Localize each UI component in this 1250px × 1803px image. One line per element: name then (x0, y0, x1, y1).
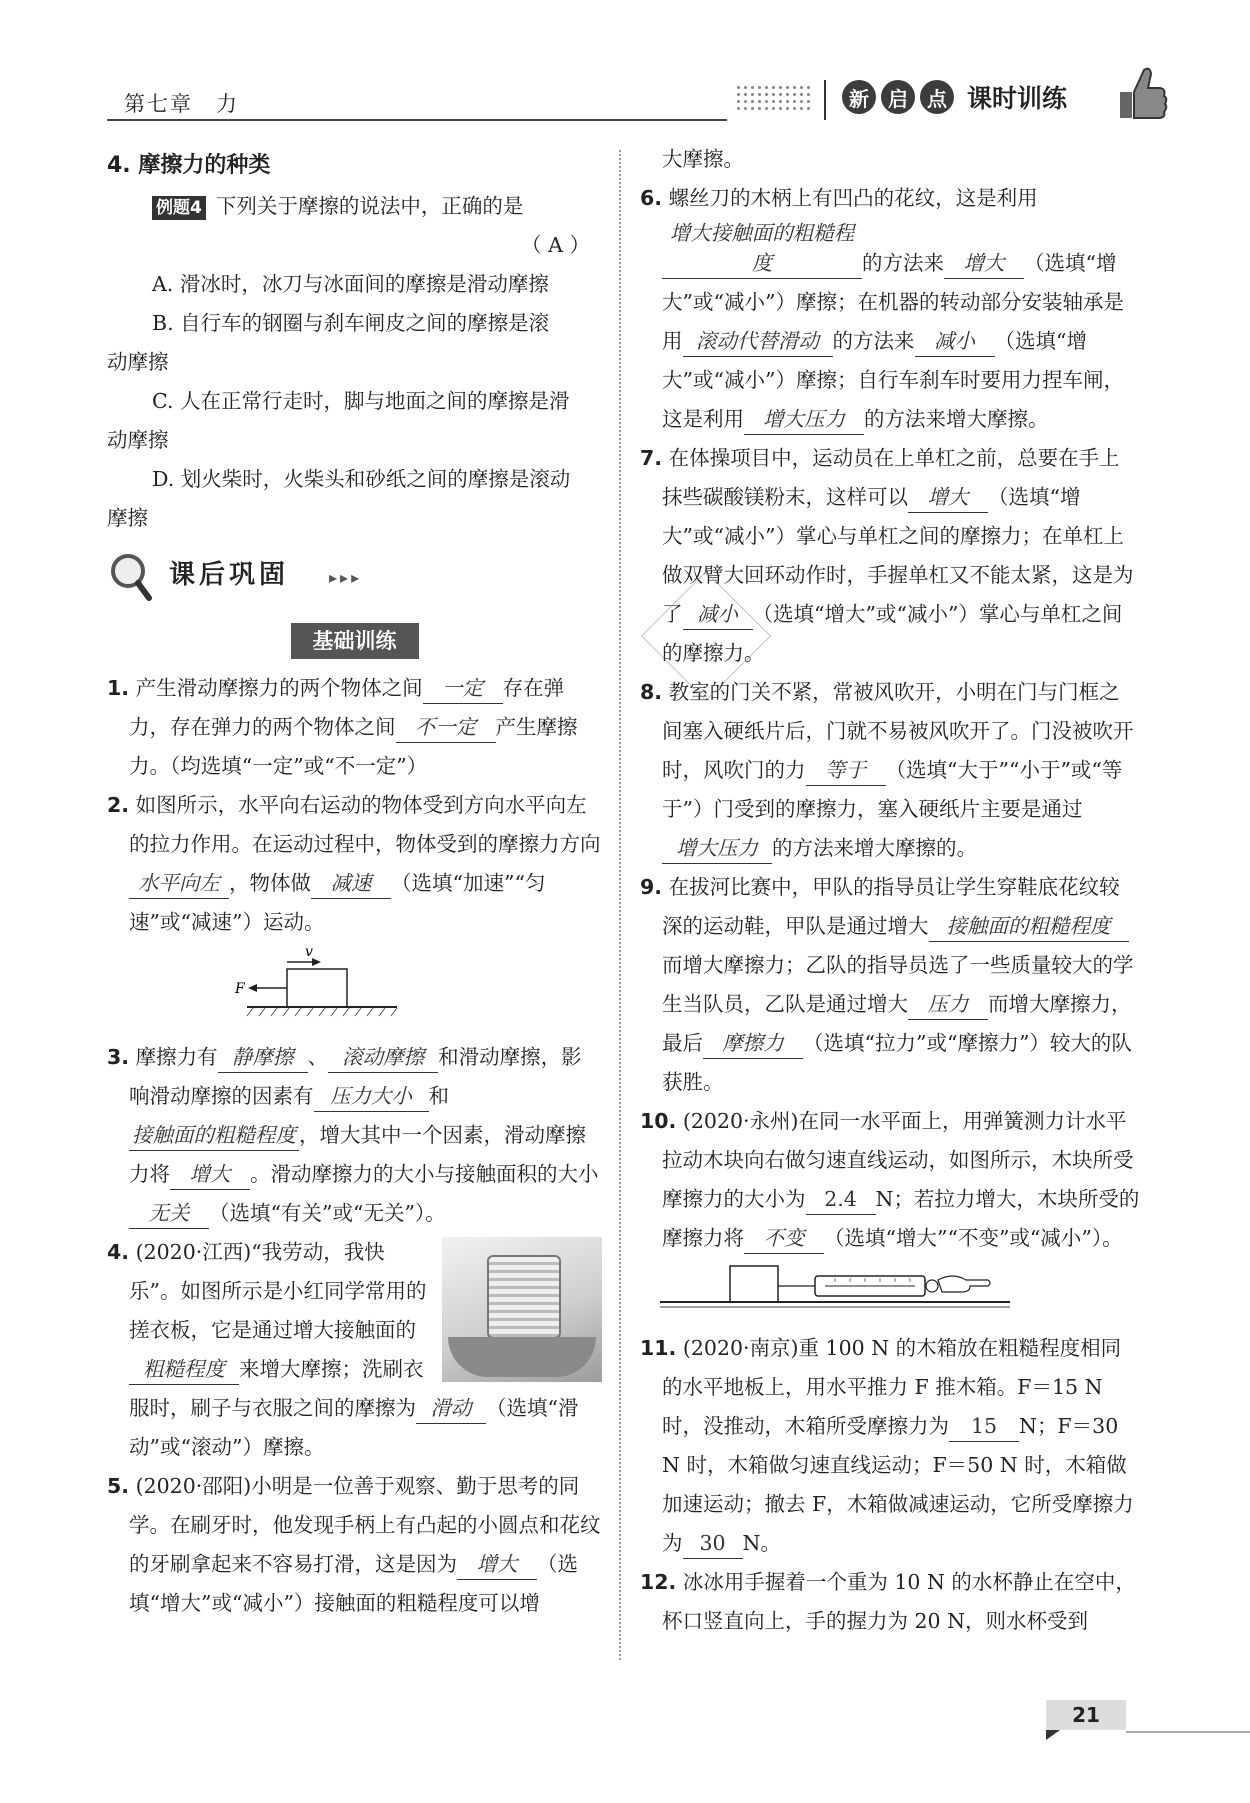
option-b-cont: 动摩擦 (107, 350, 169, 374)
header-separator (824, 80, 826, 120)
header-dot-pattern (735, 84, 813, 114)
answer-blank: 2.4 (806, 1184, 876, 1215)
question-12: 12. 冰冰用手握着一个重为 10 N 的水杯静止在空中，杯口竖直向上，手的握力为 20 N，则水杯受到 (640, 1570, 1136, 1633)
velocity-label: v (305, 946, 313, 960)
answer-blank: 滚动代替滑动 (683, 326, 833, 357)
brand-logo (842, 79, 1067, 115)
answer-blank: 15 (949, 1411, 1019, 1442)
answer-blank: 增大压力 (744, 404, 864, 435)
question-10: 10. (2020·永州)在同一水平面上，用弹簧测力计水平拉动木块向右做匀速直线运动，如图所示，木块所受摩擦力的大小为 2.4 N；若拉力增大，木块所受的摩擦力将 不变 （选填“增大”“不变”或“减小”）。 (640, 1102, 1140, 1258)
answer-blank: 接触面的粗糙程度 (129, 1120, 299, 1151)
example-question (107, 187, 602, 226)
option-a: A. 滑冰时，冰刀与冰面间的摩擦是滑动摩擦 (152, 272, 549, 296)
header-rule (107, 119, 727, 121)
brand-text: 课时训练 (967, 84, 1068, 113)
figure-block-force (107, 946, 602, 1034)
answer-blank: 摩擦力 (703, 1028, 803, 1059)
answer-blank: 滑动 (416, 1393, 486, 1424)
option-c-cont: 动摩擦 (107, 428, 169, 452)
brand-char-1: 新 (842, 80, 876, 114)
washboard-photo (442, 1237, 602, 1382)
force-label: F (235, 981, 245, 997)
answer-blank: 增大压力 (662, 833, 772, 864)
question-9: 9. 在拔河比赛中，甲队的指导员让学生穿鞋底花纹较深的运动鞋，甲队是通过增大 接触面的粗糙程度而增大摩擦力；乙队的指导员选了一些质量较大的学生当队员，乙队是通过增大 压力 而增大摩擦力，最后 摩擦力 （选填“拉力”或“摩擦力”）较大的队获胜。 (640, 875, 1134, 1094)
figure-block-spring-scale (640, 1262, 1140, 1325)
answer-blank: 水平向左 (129, 868, 229, 899)
answer-blank: 不变 (744, 1223, 824, 1254)
question-6: 6. 螺丝刀的木柄上有凹凸的花纹，这是利用增大接触面的粗糙程度 的方法来 增大 （选填“增大”或“减小”）摩擦；在机器的转动部分安装轴承是用 滚动代替滑动 的方法来 减小 （选填“增大”或“减小”）摩擦；自行车刹车时要用力捏车闸，这是利用 增大压力 的方法来增大摩擦。 (640, 179, 1140, 439)
example-text: 下列关于摩擦的说法中，正确的是 (215, 194, 524, 218)
review-arrows: ▸▸▸ (329, 568, 363, 587)
answer-blank: 一定 (423, 673, 503, 704)
column-divider (619, 150, 621, 1660)
answer-blank: 滚动摩擦 (328, 1042, 438, 1073)
question-8: 8. 教室的门关不紧，常被风吹开，小明在门与门框之间塞入硬纸片后，门就不易被风吹开了。门没被吹开时，风吹门的力 等于 （选填“大于”“小于”或“等于”）门受到的摩擦力，塞入硬纸片主要是通过增大压力 的方法来增大摩擦的。 (640, 673, 1140, 868)
example-label: 例题4 (152, 196, 206, 220)
left-column (107, 146, 602, 1623)
answer-blank: 增大 (457, 1549, 537, 1580)
answer-blank: 不一定 (396, 712, 496, 743)
option-d-cont: 摩擦 (107, 506, 148, 530)
question-11: 11. (2020·南京)重 100 N 的木箱放在粗糙程度相同的水平地板上，用水平推力 F 推木箱。F＝15 N 时，没推动，木箱所受摩擦力为 15 N；F＝30 N 时，木箱做匀速直线运动；F＝50 N 时，木箱做加速运动；撤去 F，木箱做减速运动，它所受摩擦力为 30 N。 (640, 1329, 1140, 1563)
question-1: 1. 产生滑动摩擦力的两个物体之间 一定 存在弹力，存在弹力的两个物体之间 不一定 产生摩擦力。（均选填“一定”或“不一定”） (107, 669, 602, 786)
answer-blank: 粗糙程度 (129, 1354, 239, 1385)
brand-char-3: 点 (920, 80, 954, 114)
footer-rule (1126, 1731, 1250, 1733)
question-4: 4. (2020·江西)“我劳动，我快乐”。如图所示是小红同学常用的搓衣板，它是通过增大接触面的粗糙程度 来增大摩擦；洗刷衣服时，刷子与衣服之间的摩擦为 滑动 （选填“滑动”或“滚动”）摩擦。 (107, 1233, 602, 1467)
answer-blank: 30 (683, 1528, 743, 1559)
basic-training-title: 基础训练 (291, 623, 419, 659)
answer-blank: 减小 (683, 599, 753, 630)
section-title: 4. 摩擦力的种类 (107, 153, 271, 178)
answer-blank: 增大 (944, 248, 1024, 279)
option-b: B. 自行车的钢圈与刹车闸皮之间的摩擦是滚 (152, 311, 550, 335)
answer-blank: 无关 (129, 1198, 209, 1229)
answer-blank: 增大接触面的粗糙程度 (662, 218, 862, 279)
answer-blank: 静摩擦 (218, 1042, 308, 1073)
question-2: 2. 如图所示，水平向右运动的物体受到方向水平向左的拉力作用。在运动过程中，物体受到的摩擦力方向水平向左 ，物体做 减速 （选填“加速”“匀速”或“减速”）运动。 (107, 793, 601, 934)
answer-blank: 增大 (908, 482, 988, 513)
right-column (640, 140, 1140, 1641)
brand-char-2: 启 (881, 80, 915, 114)
answer-blank: 增大 (170, 1159, 250, 1190)
magnifier-icon (109, 552, 153, 602)
question-5: 5. (2020·邵阳)小明是一位善于观察、勤于思考的同学。在刷牙时，他发现手柄上有凸起的小圆点和花纹的牙刷拿起来不容易打滑，这是因为 增大 （选填“增大”或“减小”）接触面的粗糙程度可以增 (107, 1474, 601, 1615)
answer-blank: 压力 (908, 989, 988, 1020)
review-title: 课后巩固 (169, 560, 290, 590)
page-number-tab (1046, 1730, 1060, 1740)
page-number: 21 (1046, 1700, 1126, 1730)
spring-scale-diagram (640, 1262, 1140, 1312)
answer-blank: 减小 (915, 326, 995, 357)
force-diagram (107, 946, 602, 1021)
question-7: 7. 在体操项目中，运动员在上单杠之前，总要在手上抹些碳酸镁粉末，这样可以 增大 （选填“增大”或“减小”）掌心与单杠之间的摩擦力；在单杠上做双臂大回环动作时，手握单杠又不能太紧，这是为了 减小 （选填“增大”或“减小”）掌心与单杠之间的摩擦力。 (640, 446, 1134, 665)
question-3: 3. 摩擦力有 静摩擦 、 滚动摩擦 和滑动摩擦，影响滑动摩擦的因素有 压力大小 和接触面的粗糙程度 ，增大其中一个因素，滑动摩擦力将 增大 。滑动摩擦力的大小与接触面积的大小无关 （选填“有关”或“无关”）。 (107, 1038, 602, 1233)
answer-blank: 接触面的粗糙程度 (929, 911, 1129, 942)
thumbs-up-icon (1112, 62, 1168, 124)
answer-blank: 等于 (806, 755, 886, 786)
example-answer: （ A ） (521, 233, 590, 257)
answer-blank: 压力大小 (314, 1081, 429, 1112)
chapter-title: 第七章 力 (124, 92, 239, 116)
continued-text: 大摩擦。 (662, 147, 744, 171)
option-d: D. 划火柴时，火柴头和砂纸之间的摩擦是滚动 (152, 467, 571, 491)
option-c: C. 人在正常行走时，脚与地面之间的摩擦是滑 (152, 389, 570, 413)
review-header (107, 548, 602, 618)
answer-blank: 减速 (311, 868, 391, 899)
